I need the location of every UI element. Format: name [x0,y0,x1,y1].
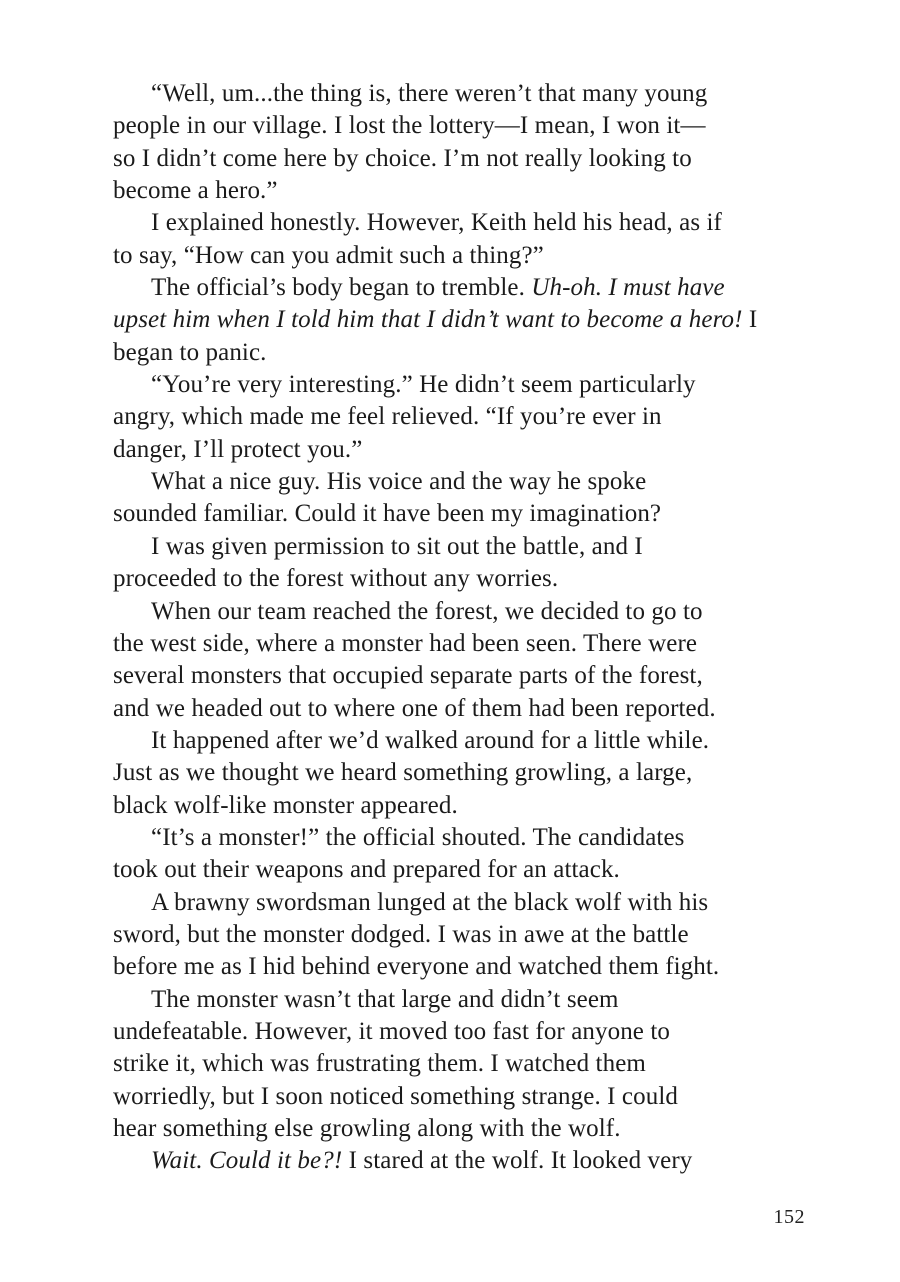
text-run: It happened after we’d walked around for a little while. [151,726,710,754]
text-line [113,790,823,822]
text-run: proceeded to the forest without any worries. [113,565,559,593]
text-run: strike it, which was frustrating them. I watched them [113,1050,646,1078]
text-line [113,1145,823,1177]
text-run: the west side, where a monster had been seen. There were [113,629,698,657]
text-line [113,1048,823,1080]
text-line [113,887,823,919]
text-run: “It’s a monster!” the official shouted. The candidates [151,823,685,851]
text-line [113,401,823,433]
text-run: to say, “How can you admit such a thing?” [113,241,544,269]
text-run: The official’s body began to tremble. [151,274,532,302]
text-run: The monster wasn’t that large and didn’t seem [151,985,619,1013]
text-run: become a hero.” [113,177,278,205]
text-run: When our team reached the forest, we decided to go to [151,597,703,625]
text-line [113,563,823,595]
text-line [113,369,823,401]
text-line [113,854,823,886]
text-run: several monsters that occupied separate parts of the forest, [113,662,703,690]
text-line [113,466,823,498]
text-line [113,628,823,660]
text-run: before me as I hid behind everyone and watched them fight. [113,953,720,981]
text-run: I explained honestly. However, Keith held his head, as if [151,209,722,237]
text-run: undefeatable. However, it moved too fast for anyone to [113,1017,670,1045]
text-run: “You’re very interesting.” He didn’t seem particularly [151,371,696,399]
text-run: angry, which made me feel relieved. “If you’re ever in [113,403,662,431]
text-line [113,951,823,983]
text-run: began to panic. [113,338,267,366]
text-run: A brawny swordsman lunged at the black wolf with his [151,888,709,916]
text-line [113,272,823,304]
italic-text-run: Wait. Could it be?! [151,1147,343,1175]
text-line [113,1016,823,1048]
text-line [113,207,823,239]
page-number: 152 [773,1206,805,1228]
text-line [113,175,823,207]
text-run: took out their weapons and prepared for an attack. [113,856,620,884]
text-line [113,1081,823,1113]
italic-text-run: Uh-oh. I must have [531,274,725,302]
text-run: danger, I’ll protect you.” [113,435,363,463]
text-run: “Well, um...the thing is, there weren’t that many young [151,80,708,107]
text-line [113,240,823,272]
page-text [113,78,823,1178]
text-run: sword, but the monster dodged. I was in awe at the battle [113,920,689,948]
text-run: hear something else growling along with the wolf. [113,1115,621,1142]
text-run: I was given permission to sit out the battle, and I [151,532,643,560]
text-line [113,822,823,854]
text-line [113,304,823,336]
text-line [113,143,823,175]
text-line [113,725,823,757]
italic-text-run: upset him when I told him that I didn’t want to become a hero! [113,306,743,334]
text-run: What a nice guy. His voice and the way he spoke [151,468,647,496]
text-run: Just as we thought we heard something growling, a large, [113,759,693,787]
text-line [113,596,823,628]
text-line [113,531,823,563]
text-line [113,693,823,725]
text-line [113,78,823,110]
text-run: people in our village. I lost the lottery—I mean, I won it— [113,112,706,140]
text-line [113,434,823,466]
text-line [113,919,823,951]
text-run: and we headed out to where one of them had been reported. [113,694,716,722]
text-run: worriedly, but I soon noticed something strange. I could [113,1082,678,1110]
text-line [113,498,823,530]
text-run: so I didn’t come here by choice. I’m not really looking to [113,144,692,172]
text-run: black wolf-like monster appeared. [113,791,458,819]
text-line [113,110,823,142]
text-run: I stared at the wolf. It looked very [342,1147,693,1175]
text-run: I [742,306,758,334]
text-line [113,660,823,692]
text-run: sounded familiar. Could it have been my imagination? [113,500,662,528]
text-line [113,1113,823,1145]
text-line [113,757,823,789]
text-line [113,337,823,369]
text-line [113,984,823,1016]
